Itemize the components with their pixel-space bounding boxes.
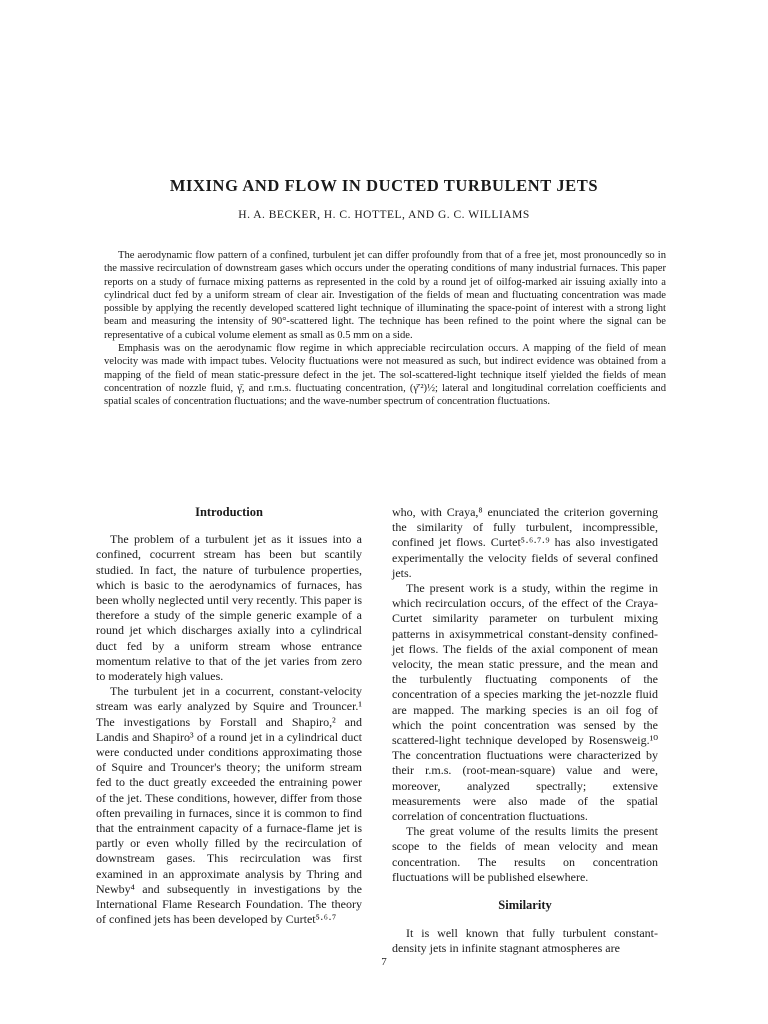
abstract-paragraph: Emphasis was on the aerodynamic flow regime in which appreciable recirculation occurs. A mapping of the field of mean velocity was made with impact tubes. Velocity fluctuations were not measured as such, but indirect evidence was obtained from a mapping of the field of mean static-pressure defect in the jet. The sol-scattered-light technique itself yielded the fields of mean concentration of nozzle fluid, γ̄, and r.m.s. fluctuating concentration, (γ̄′²)½; lateral and longitudinal correlation coefficients and spatial scales of concentration fluctuations; and the wave-number spectrum of concentration fluctuations. bbox=[104, 343, 666, 408]
body-paragraph: The great volume of the results limits the present scope to the fields of mean velocity and mean concentration. The results on concentration fluctuations will be published elsewhere. bbox=[392, 824, 658, 884]
page-number: 7 bbox=[381, 956, 387, 968]
abstract-paragraph: The aerodynamic flow pattern of a confined, turbulent jet can differ profoundly from that of a free jet, most pronouncedly so in the massive recirculation of downstream gases which occurs under the operating conditions of many industrial furnaces. This paper reports on a study of furnace mixing patterns as represented in the cold by a round jet of oilfog-marked air issuing axially into a cylindrical duct fed by a uniform stream of clear air. Investigation of the fields of mean and fluctuating concentration was made possible by applying the recently developed scattered light technique of illuminating the space-point of interest with a strong light beam and measuring the intensity of 90°-scattered light. The technique has been refined to the point where the signal can be representative of a cubical volume element as small as 0.5 mm on a side. bbox=[104, 250, 666, 341]
section-heading-similarity: Similarity bbox=[498, 898, 552, 913]
abstract bbox=[104, 249, 666, 409]
right-column bbox=[392, 505, 658, 957]
section-heading-introduction: Introduction bbox=[195, 505, 263, 519]
body-paragraph: It is well known that fully turbulent constant-density jets in infinite stagnant atmospheres are bbox=[392, 926, 658, 956]
body-paragraph: The turbulent jet in a cocurrent, constant-velocity stream was early analyzed by Squire and Trouncer.¹ The investigations by Forstall and Shapiro,² and Landis and Shapiro³ of a round jet in a cylindrical duct were conducted under conditions approximating those of Squire and Trouncer's theory; the uniform stream fed to the duct greatly exceeded the entraining power of the jet. These conditions, however, differ from those often prevailing in furnaces, since it is common to find that the entrainment capacity of a furnace-flame jet is partly or even wholly filled by the recirculation of downstream gases. This recirculation was first examined in an approximate analysis by Thring and Newby⁴ and subsequently in investigations by the International Flame Research Foundation. The theory of confined jets has been developed by Curtet⁵·⁶·⁷ bbox=[96, 684, 362, 927]
body-paragraph: The present work is a study, within the regime in which recirculation occurs, of the effect of the Craya-Curtet similarity parameter on turbulent mixing patterns in axisymmetrical constant-density confined-jet flows. The fields of the axial component of mean velocity, the mean static pressure, and the mean and the turbulently fluctuating components of the concentration of a species marking the jet-nozzle fluid are mapped. The marking species is an oil fog of which the point concentration was sensed by the scattered-light technique developed by Rosensweig.¹⁰ The concentration fluctuations were characterized by their r.m.s. (root-mean-square) value and were, moreover, analyzed spectrally; extensive measurements were also made of the spatial correlation of concentration fluctuations. bbox=[392, 581, 658, 824]
author-list: H. A. BECKER, H. C. HOTTEL, AND G. C. WILLIAMS bbox=[238, 209, 530, 221]
body-paragraph: The problem of a turbulent jet as it issues into a confined, cocurrent stream has been but scantily studied. In fact, the nature of turbulence properties, which is basic to the aerodynamics of furnaces, has been wholly neglected until very recently. This paper is therefore a study of the simple generic example of a round jet which discharges axially into a cylindrical duct fed by a uniform stream whose entrance momentum relative to that of the jet varies from zero to moderately high values. bbox=[96, 532, 362, 684]
left-column bbox=[96, 505, 362, 927]
body-paragraph: who, with Craya,⁸ enunciated the criterion governing the similarity of fully turbulent, incompressible, confined jet flows. Curtet⁵·⁶·⁷·⁹ has also investigated experimentally the velocity fields of several confined jets. bbox=[392, 505, 658, 580]
paper-title: MIXING AND FLOW IN DUCTED TURBULENT JETS bbox=[169, 176, 599, 195]
